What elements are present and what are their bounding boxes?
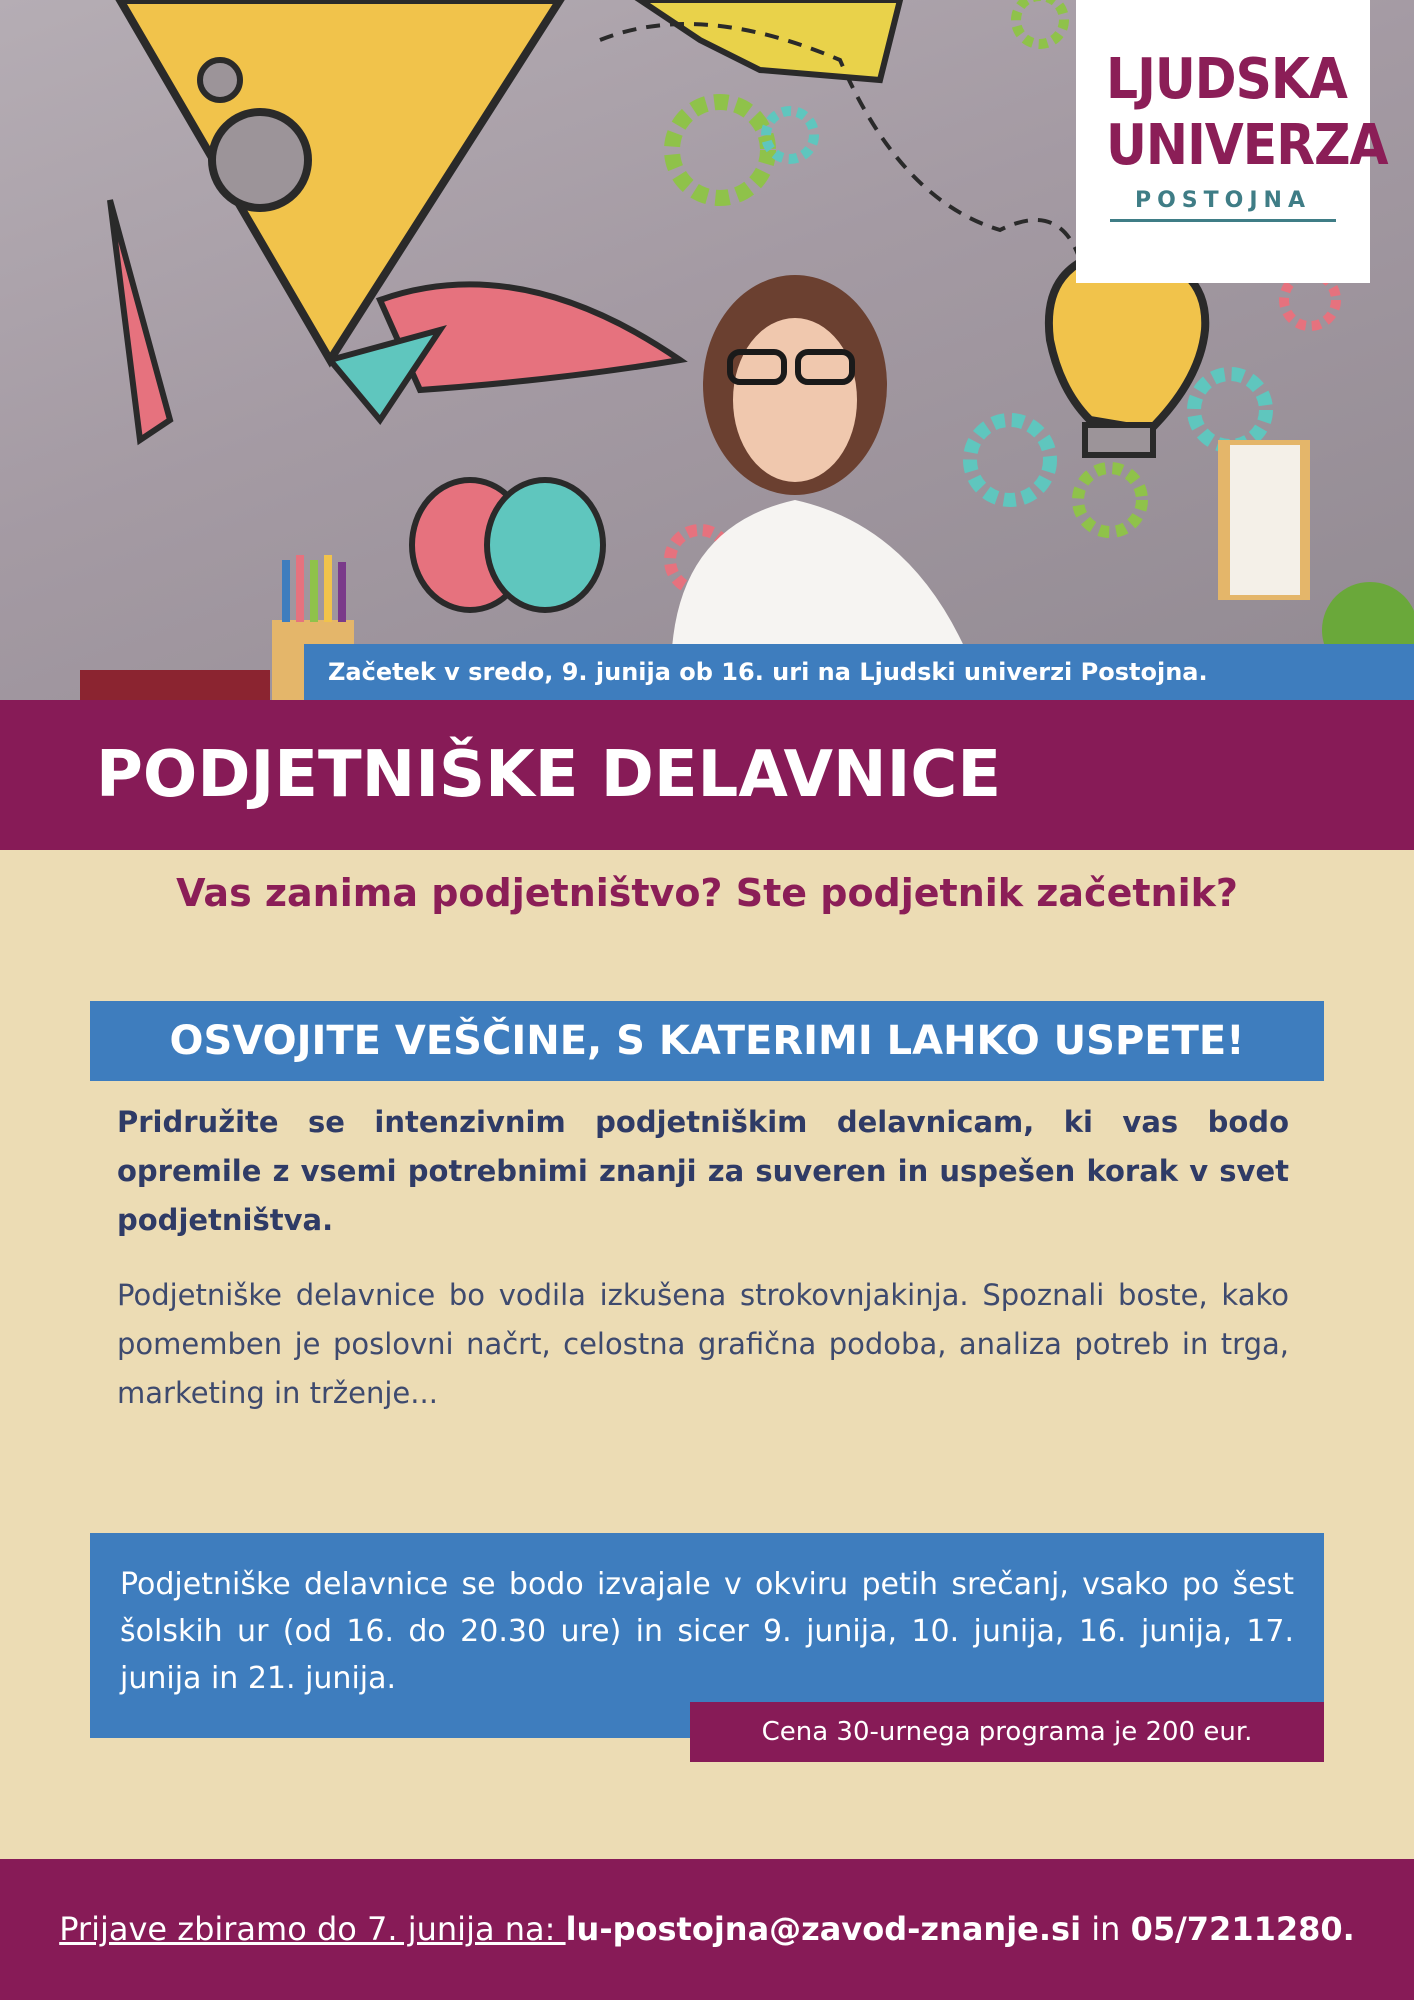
footer-middle: in — [1081, 1910, 1131, 1948]
book — [80, 670, 270, 700]
gear-icon — [1078, 468, 1142, 532]
lightbulb-base — [1085, 425, 1153, 455]
lead-paragraph: Pridružite se intenzivnim podjetniškim delavnicam, ki vas bodo opremile z vsemi potrebnimi znanji za suveren in uspešen korak v svet podjetništva. — [117, 1105, 1289, 1237]
start-banner: Začetek v sredo, 9. junija ob 16. uri na Ljudski univerzi Postojna. — [304, 644, 1414, 700]
puzzle-piece — [640, 0, 900, 80]
pencils-icon — [282, 555, 346, 622]
rocket-window-small — [200, 60, 240, 100]
hero-image — [0, 0, 1414, 700]
logo-line2: UNIVERZA — [1106, 113, 1388, 178]
logo-line3: POSTOJNA — [1110, 188, 1336, 222]
skills-heading: OSVOJITE VEŠČINE, S KATERIMI LAHKO USPETE! — [90, 1001, 1324, 1081]
gear-icon — [1016, 0, 1064, 44]
schedule-box: Podjetniške delavnice se bodo izvajale v okviru petih srečanj, vsako po šest šolskih ur (od 16. do 20.30 ure) in sicer 9. junija, 10. junija, 16. junija, 17. junija in 21. junija. — [90, 1533, 1324, 1738]
gear-icon — [1194, 374, 1266, 446]
woman-face — [733, 318, 857, 482]
footer — [0, 1859, 1414, 2000]
gear-icon — [970, 420, 1050, 500]
body-paragraph: Podjetniške delavnice bo vodila izkušena strokovnjakinja. Spoznali boste, kako pomemben je poslovni načrt, celostna grafična podoba, analiza potreb in trga, marketing in trženje... — [117, 1278, 1289, 1410]
papers — [1230, 445, 1300, 595]
page-title: PODJETNIŠKE DELAVNICE — [0, 700, 1414, 850]
footer-prefix: Prijave zbiramo do 7. junija na: — [59, 1910, 566, 1948]
rocket-window — [212, 112, 308, 208]
email-link[interactable]: lu-postojna@zavod-znanje.si — [565, 1910, 1082, 1948]
brain-right — [487, 480, 603, 610]
question-heading: Vas zanima podjetništvo? Ste podjetnik začetnik? — [176, 871, 1238, 915]
logo — [1076, 0, 1388, 283]
logo-line1: LJUDSKA — [1106, 47, 1347, 112]
rocket-fin-left — [110, 200, 170, 440]
phone-number[interactable]: 05/7211280. — [1130, 1910, 1355, 1948]
gear-icon — [672, 102, 768, 198]
price-badge: Cena 30-urnega programa je 200 eur. — [690, 1702, 1324, 1762]
